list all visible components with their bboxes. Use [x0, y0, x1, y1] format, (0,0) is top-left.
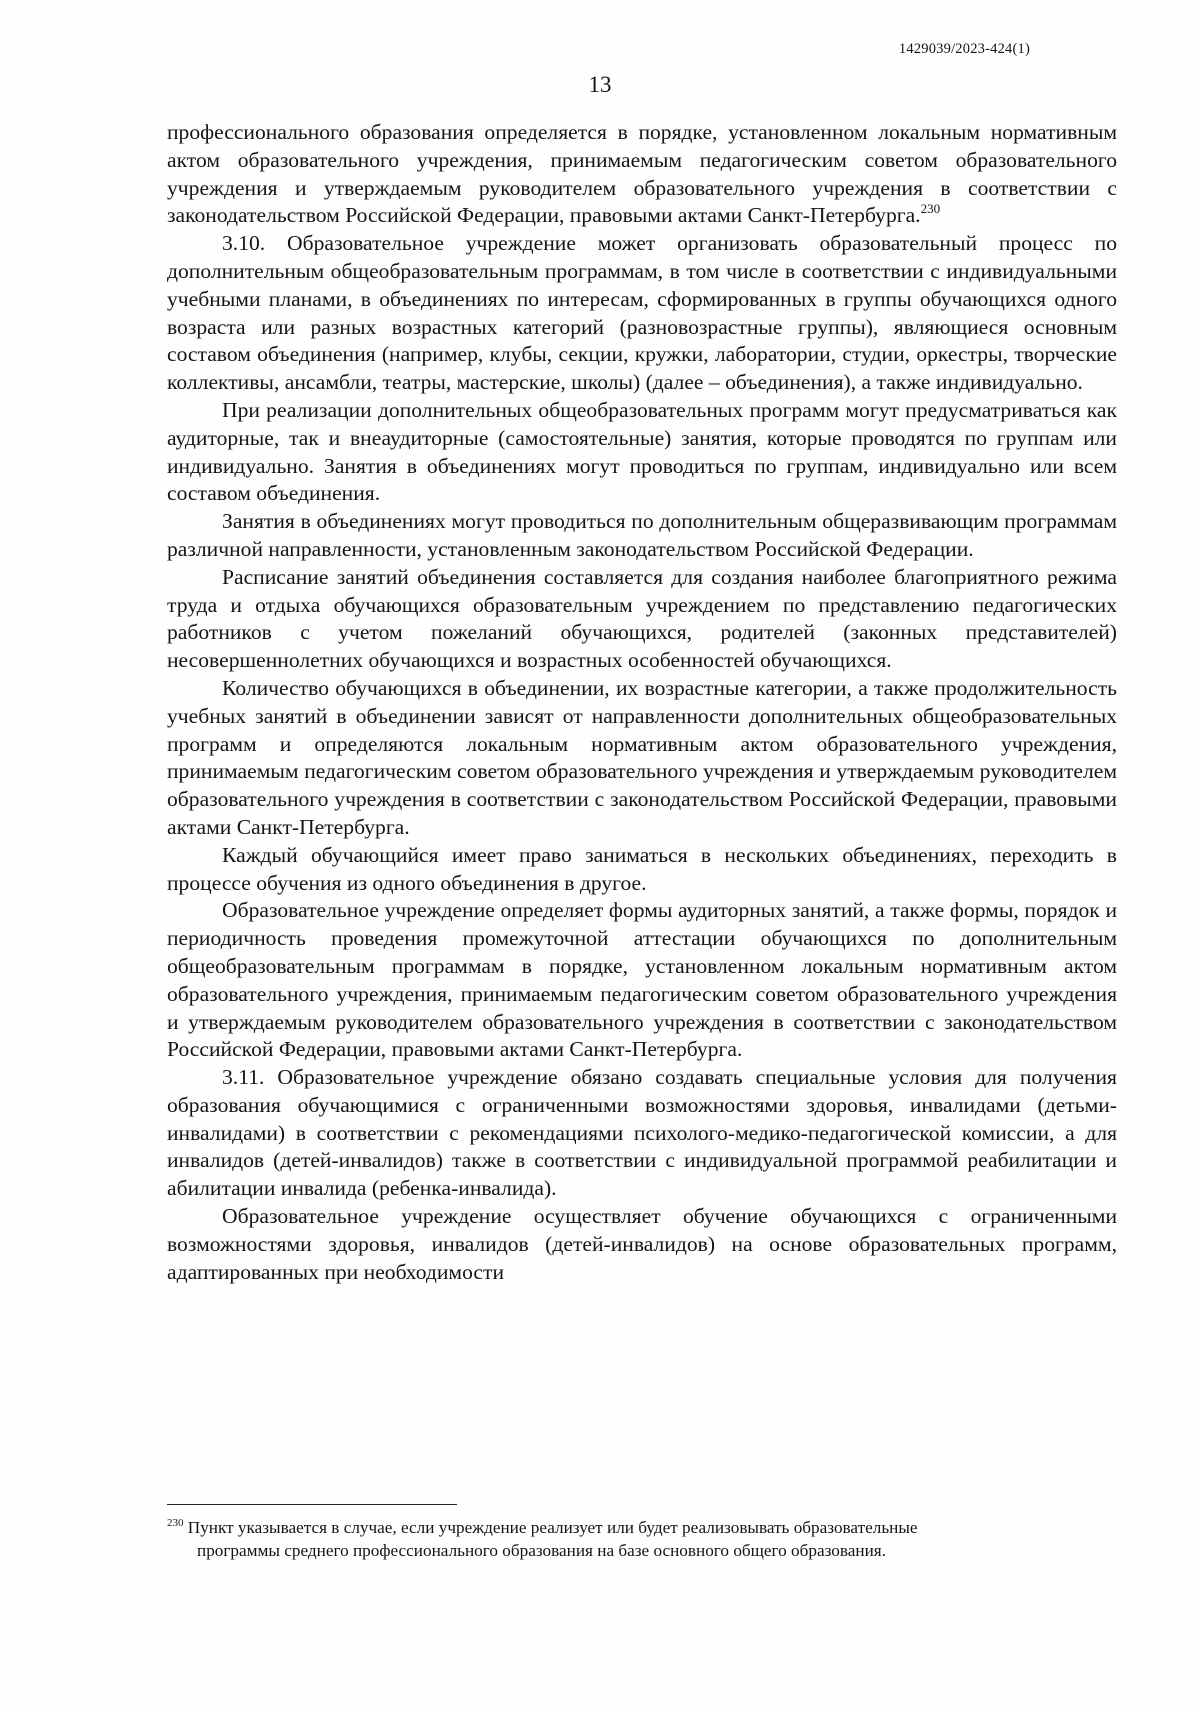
footnote-line	[167, 1516, 1117, 1539]
footnote-text: Пункт указывается в случае, если учреждение реализует или будет реализовывать образовательные	[187, 1518, 918, 1537]
paragraph-3-10: 3.10. Образовательное учреждение может организовать образовательный процесс по дополнительным общеобразовательным программам, в том числе в соответствии с индивидуальными учебными планами, в объединениях по интересам, сформированных в группы обучающихся одного возраста или разных возрастных категорий (разновозрастные группы), являющиеся основным составом объединения (например, клубы, секции, кружки, лаборатории, студии, оркестры, творческие коллективы, ансамбли, театры, мастерские, школы) (далее – объединения), а также индивидуально.	[167, 231, 1117, 395]
footnote-marker: 230	[167, 1517, 184, 1529]
footnote-reference: 230	[920, 201, 941, 217]
paragraph: При реализации дополнительных общеобразовательных программ могут предусматриваться как аудиторные, так и внеаудиторные (самостоятельные) занятия, которые проводятся по группам или индивидуально. Занятия в объединениях могут проводиться по группам, индивидуально или всем составом объединения.	[167, 397, 1117, 506]
footnote-text-continued: программы среднего профессионального образования на базе основного общего образования.	[197, 1541, 886, 1560]
footnote	[167, 1516, 1117, 1562]
paragraph: Занятия в объединениях могут проводиться по дополнительным общеразвивающим программам различной направленности, установленным законодательством Российской Федерации.	[167, 509, 1117, 561]
paragraph-continuation	[167, 119, 1117, 230]
paragraph-text: профессионального образования определяется в порядке, установленном локальным нормативным актом образовательного учреждения, принимаемым педагогическим советом образовательного учреждения и утверждаемым руководителем образовательного учреждения в соответствии с законодательством Российской Федерации, правовыми актами Санкт-Петербурга.	[167, 120, 1117, 228]
paragraph: Образовательное учреждение осуществляет обучение обучающихся с ограниченными возможностями здоровья, инвалидов (детей-инвалидов) на основе образовательных программ, адаптированных при необходимости	[167, 1204, 1117, 1284]
document-body	[167, 119, 1117, 1286]
page-number: 13	[588, 72, 612, 97]
document-number: 1429039/2023-424(1)	[898, 41, 1030, 57]
paragraph: Каждый обучающийся имеет право заниматься в нескольких объединениях, переходить в процессе обучения из одного объединения в другое.	[167, 842, 1117, 895]
paragraph: Расписание занятий объединения составляется для создания наиболее благоприятного режима труда и отдыха обучающихся образовательным учреждением по представлению педагогических работников с учетом пожеланий обучающихся, родителей (законных представителей) несовершеннолетних обучающихся и возрастных особенностей обучающихся.	[167, 564, 1117, 673]
paragraph: Образовательное учреждение определяет формы аудиторных занятий, а также формы, порядок и периодичность проведения промежуточной аттестации обучающихся по дополнительным общеобразовательным программам в порядке, установленном локальным нормативным актом образовательного учреждения, принимаемым педагогическим советом образовательного учреждения и утверждаемым руководителем образовательного учреждения в соответствии с законодательством Российской Федерации, правовыми актами Санкт-Петербурга.	[167, 898, 1117, 1062]
paragraph: Количество обучающихся в объединении, их возрастные категории, а также продолжительность учебных занятий в объединении зависят от направленности дополнительных общеобразовательных программ и определяются локальным нормативным актом образовательного учреждения, принимаемым педагогическим советом образовательного учреждения и утверждаемым руководителем образовательного учреждения в соответствии с законодательством Российской Федерации, правовыми актами Санкт-Петербурга.	[167, 675, 1117, 839]
paragraph-3-11: 3.11. Образовательное учреждение обязано создавать специальные условия для получения образования обучающимися с ограниченными возможностями здоровья, инвалидами (детьми-инвалидами) в соответствии с рекомендациями психолого-медико-педагогической комиссии, а для инвалидов (детей-инвалидов) также в соответствии с индивидуальной программой реабилитации и абилитации инвалида (ребенка-инвалида).	[167, 1065, 1117, 1201]
footnote-separator	[167, 1504, 457, 1505]
